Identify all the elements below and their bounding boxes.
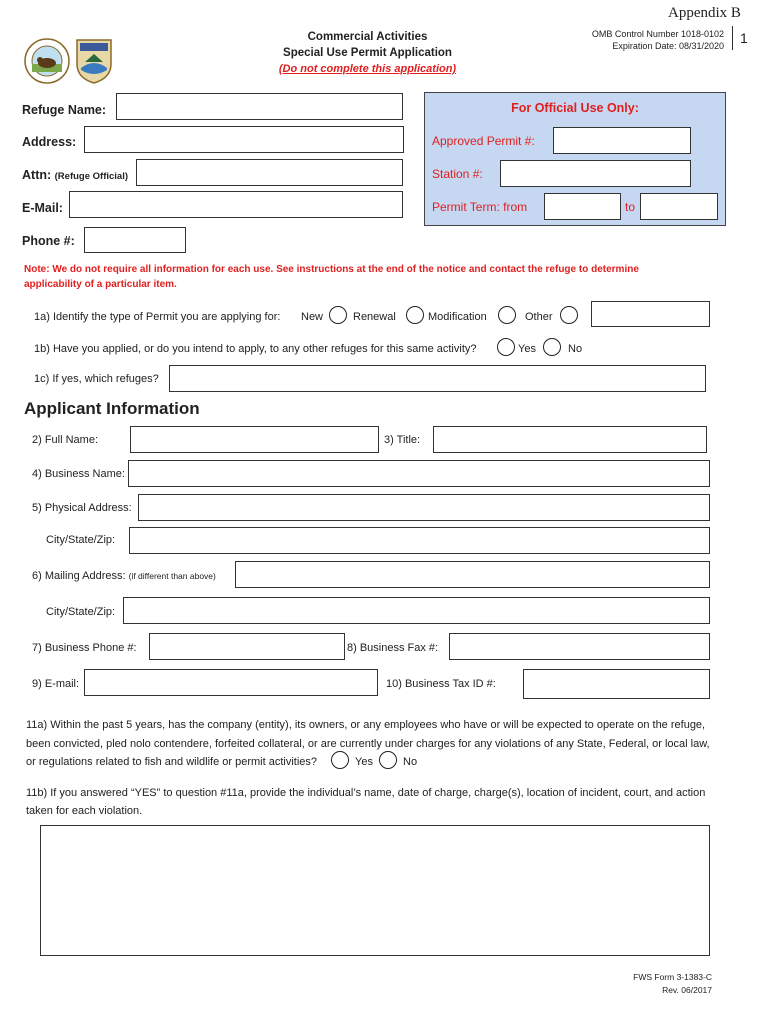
q1a-radio-other[interactable] (560, 306, 578, 324)
q1a-option-other-label: Other (525, 311, 553, 323)
approved-permit-label: Approved Permit #: (432, 134, 535, 148)
permit-term-from-field[interactable] (544, 193, 621, 220)
station-field[interactable] (500, 160, 691, 187)
physical-address-label: 5) Physical Address: (32, 502, 132, 514)
note-line-2: applicability of a particular item. (24, 279, 177, 290)
attn-label (22, 168, 128, 182)
official-use-title: For Official Use Only: (511, 101, 639, 115)
physical-address-field[interactable] (138, 494, 710, 521)
q1a-radio-renewal[interactable] (406, 306, 424, 324)
email-label: E-Mail: (22, 201, 63, 215)
mailing-address-label (32, 570, 216, 582)
city-state-zip-label: City/State/Zip: (46, 534, 116, 546)
q1a-option-new-label: New (301, 311, 324, 323)
q1b-radio-no[interactable] (543, 338, 561, 356)
header-title-2: Special Use Permit Application (283, 47, 452, 59)
address-field[interactable] (84, 126, 404, 153)
business-fax-label: 8) Business Fax #: (347, 642, 439, 654)
applicant-email-label: 9) E-mail: (32, 678, 80, 690)
interior-seal-logo (24, 38, 70, 84)
attn-field[interactable] (136, 159, 403, 186)
mailing-address-text: 6) Mailing Address: (32, 570, 126, 582)
q1a-other-field[interactable] (591, 301, 710, 327)
q11a-line-3: or regulations related to fish and wildlife or permit activities? (26, 756, 318, 768)
address-label: Address: (22, 135, 77, 149)
q1b-radio-yes[interactable] (497, 338, 515, 356)
business-name-label: 4) Business Name: (32, 468, 125, 480)
applicant-section-title: Applicant Information (24, 399, 200, 418)
q1b-yes-label: Yes (518, 343, 536, 355)
q11b-violations-textarea[interactable] (40, 825, 710, 956)
page-number: 1 (740, 30, 748, 46)
q11b-line-1: 11b) If you answered “YES” to question #11a, provide the individual’s name, date of charge, charge(s), location of incident, court, and action (26, 787, 706, 799)
permit-term-to-label: to (625, 200, 636, 214)
email-field[interactable] (69, 191, 403, 218)
official-use-panel (424, 92, 726, 226)
expiration-date: Expiration Date: 08/31/2020 (612, 41, 724, 51)
business-fax-field[interactable] (449, 633, 710, 660)
refuge-name-field[interactable] (116, 93, 403, 120)
appendix-label: Appendix B (668, 5, 741, 21)
q11a-yes-label: Yes (355, 756, 373, 768)
title-label: 3) Title: (384, 434, 421, 446)
applicant-email-field[interactable] (84, 669, 378, 696)
q11a-line-2: been convicted, pled nolo contendere, forfeited collateral, or are currently under charges for any violations of any State, Federal, or local law, (26, 738, 710, 750)
q1a-option-modification-label: Modification (428, 311, 487, 323)
city-state-zip-field[interactable] (129, 527, 710, 554)
city-state-zip-2-label: City/State/Zip: (46, 606, 116, 618)
refuge-name-label: Refuge Name: (22, 103, 107, 117)
full-name-label: 2) Full Name: (32, 434, 99, 446)
q11b-line-2: taken for each violation. (26, 805, 143, 817)
q1b-label: 1b) Have you applied, or do you intend to apply, to any other refuges for this same activity? (34, 343, 477, 355)
footer-form-number: FWS Form 3-1383-C (633, 972, 712, 982)
q1a-option-renewal-label: Renewal (353, 311, 396, 323)
city-state-zip-2-field[interactable] (123, 597, 710, 624)
title-field[interactable] (433, 426, 707, 453)
q11a-no-label: No (403, 756, 418, 768)
q1a-radio-new[interactable] (329, 306, 347, 324)
approved-permit-field[interactable] (553, 127, 691, 154)
tax-id-field[interactable] (523, 669, 710, 699)
full-name-field[interactable] (130, 426, 379, 453)
mailing-address-field[interactable] (235, 561, 710, 588)
fws-shield-logo (75, 38, 113, 84)
business-phone-field[interactable] (149, 633, 345, 660)
phone-field[interactable] (84, 227, 186, 253)
q1a-label: 1a) Identify the type of Permit you are applying for: (34, 311, 281, 323)
footer-revision: Rev. 06/2017 (662, 985, 712, 995)
note-line-1: Note: We do not require all information for each use. See instructions at the end of the notice and contact the refuge to determine (24, 264, 639, 275)
business-phone-label: 7) Business Phone #: (32, 642, 137, 654)
station-label: Station #: (432, 167, 483, 181)
attn-sublabel: (Refuge Official) (54, 171, 129, 182)
permit-term-to-field[interactable] (640, 193, 718, 220)
header-warning: (Do not complete this application) (278, 63, 457, 75)
phone-label: Phone #: (22, 234, 75, 248)
header-title-1: Commercial Activities (307, 31, 428, 43)
business-name-field[interactable] (128, 460, 710, 487)
q11a-line-1: 11a) Within the past 5 years, has the company (entity), its owners, or any employees who have or will be expected to operate on the refuge, (26, 719, 706, 731)
q1a-radio-modification[interactable] (498, 306, 516, 324)
q1b-no-label: No (568, 343, 583, 355)
omb-number: OMB Control Number 1018-0102 (591, 29, 724, 39)
q1c-label: 1c) If yes, which refuges? (34, 373, 159, 385)
permit-term-label: Permit Term: from (432, 200, 528, 214)
tax-id-label: 10) Business Tax ID #: (386, 678, 496, 690)
q11a-radio-no[interactable] (379, 751, 397, 769)
q1c-refuges-field[interactable] (169, 365, 706, 392)
mailing-address-note: (if different than above) (128, 571, 216, 581)
q11a-radio-yes[interactable] (331, 751, 349, 769)
attn-label-text: Attn: (22, 168, 52, 182)
